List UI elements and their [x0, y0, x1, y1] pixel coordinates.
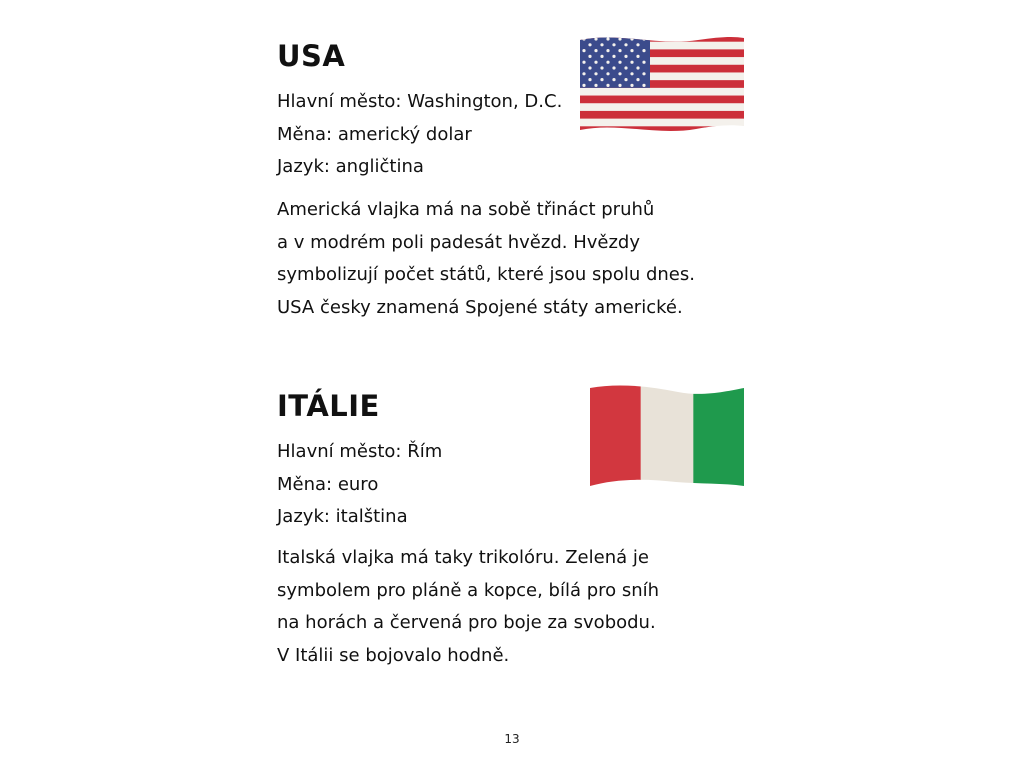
fact-language: Jazyk: italština	[277, 506, 408, 527]
fact-currency: Měna: euro	[277, 473, 379, 495]
description-line: V Itálii se bojovalo hodně.	[277, 644, 510, 666]
fact-capital: Hlavní město: Washington, D.C.	[277, 91, 563, 112]
description-line: Italská vlajka má taky trikolóru. Zelená je	[277, 547, 649, 568]
fact-capital: Hlavní město: Řím	[277, 441, 443, 462]
country-description	[277, 194, 695, 324]
description-line: a v modrém poli padesát hvězd. Hvězdy	[277, 231, 640, 253]
page-number: 13	[504, 732, 520, 746]
country-description	[277, 542, 659, 672]
description-line: USA česky znamená Spojené státy americké.	[277, 296, 683, 318]
usa-flag-icon	[578, 34, 746, 136]
description-line: Americká vlajka má na sobě třináct pruhů	[277, 199, 655, 220]
fact-currency: Měna: americký dolar	[277, 123, 472, 145]
country-title: USA	[277, 39, 346, 73]
description-line: na horách a červená pro boje za svobodu.	[277, 612, 656, 633]
fact-language: Jazyk: angličtina	[277, 156, 424, 177]
description-line: symbolem pro pláně a kopce, bílá pro sníh	[277, 579, 660, 601]
italy-flag-icon	[588, 382, 746, 490]
country-title: ITÁLIE	[277, 389, 380, 423]
country-facts	[277, 86, 562, 184]
description-line: symbolizují počet států, které jsou spolu dnes.	[277, 264, 695, 285]
country-facts	[277, 436, 442, 534]
